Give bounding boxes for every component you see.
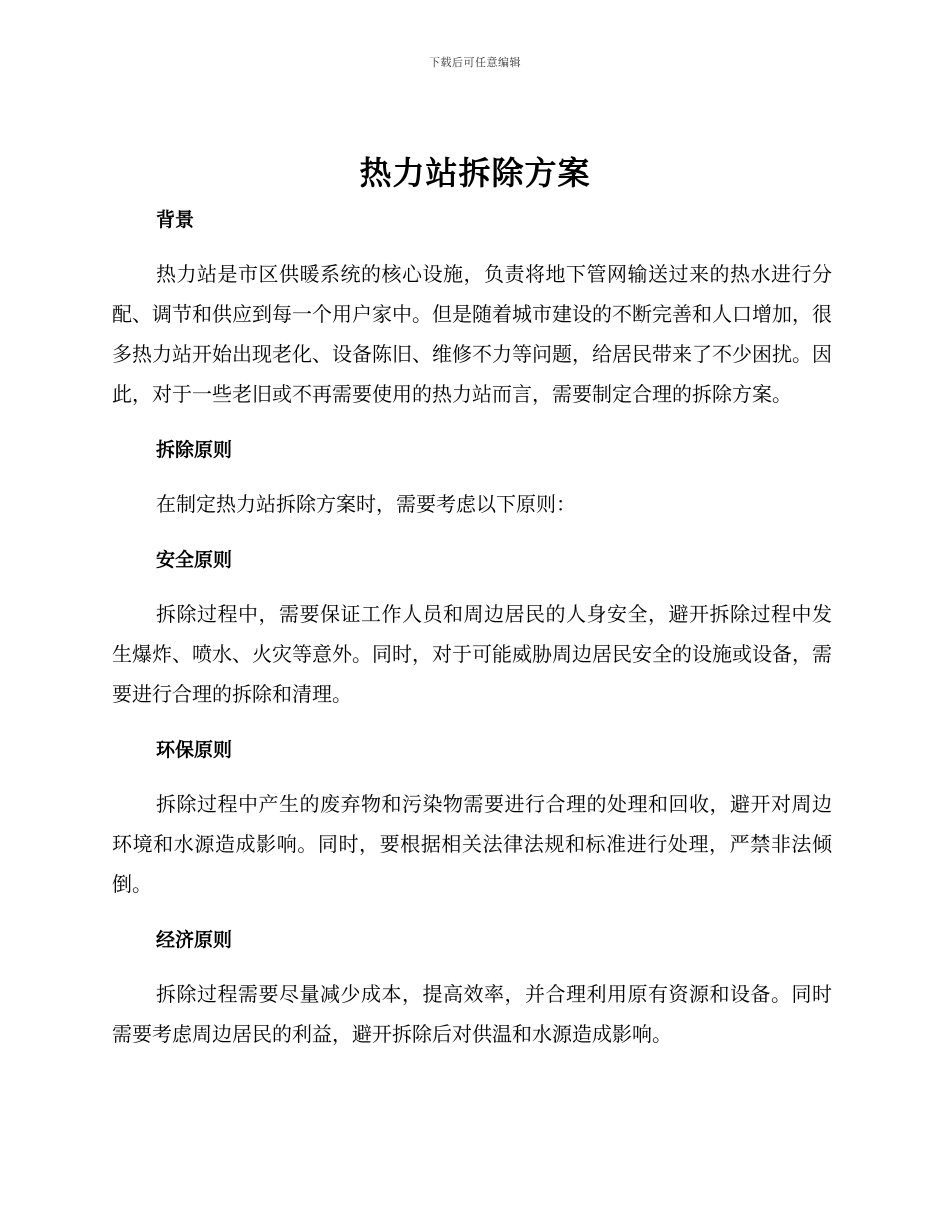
- document-title: 热力站拆除方案: [359, 154, 591, 192]
- section-paragraph: 拆除过程需要尽量减少成本，提高效率，并合理利用原有资源和设备。同时需要考虑周边居民的利益，避开拆除后对供温和水源造成影响。: [112, 982, 832, 1046]
- section-heading: 经济原则: [156, 929, 233, 951]
- section-heading: 拆除原则: [156, 439, 233, 461]
- section-paragraph: 在制定热力站拆除方案时，需要考虑以下原则：: [156, 492, 576, 516]
- section-heading: 背景: [156, 209, 195, 231]
- section-economy: [112, 920, 832, 1054]
- section-principles: [112, 430, 832, 524]
- section-paragraph: 拆除过程中，需要保证工作人员和周边居民的人身安全，避开拆除过程中发生爆炸、喷水、火灾等意外。同时，对于可能威胁周边居民安全的设施或设备，需要进行合理的拆除和清理。: [112, 602, 832, 706]
- document-body: [112, 200, 832, 1054]
- section-paragraph: 热力站是市区供暖系统的核心设施，负责将地下管网输送过来的热水进行分配、调节和供应到每一个用户家中。但是随着城市建设的不断完善和人口增加，很多热力站开始出现老化、设备陈旧、维修不力等问题，给居民带来了不少困扰。因此，对于一些老旧或不再需要使用的热力站而言，需要制定合理的拆除方案。: [112, 262, 832, 406]
- section-paragraph: 拆除过程中产生的废弃物和污染物需要进行合理的处理和回收，避开对周边环境和水源造成影响。同时，要根据相关法律法规和标准进行处理，严禁非法倾倒。: [112, 792, 832, 896]
- section-environment: [112, 730, 832, 904]
- section-heading: 安全原则: [156, 549, 233, 571]
- header-note: 下载后可任意编辑: [429, 56, 521, 69]
- section-background: [112, 200, 832, 414]
- section-heading: 环保原则: [156, 739, 233, 761]
- section-safety: [112, 540, 832, 714]
